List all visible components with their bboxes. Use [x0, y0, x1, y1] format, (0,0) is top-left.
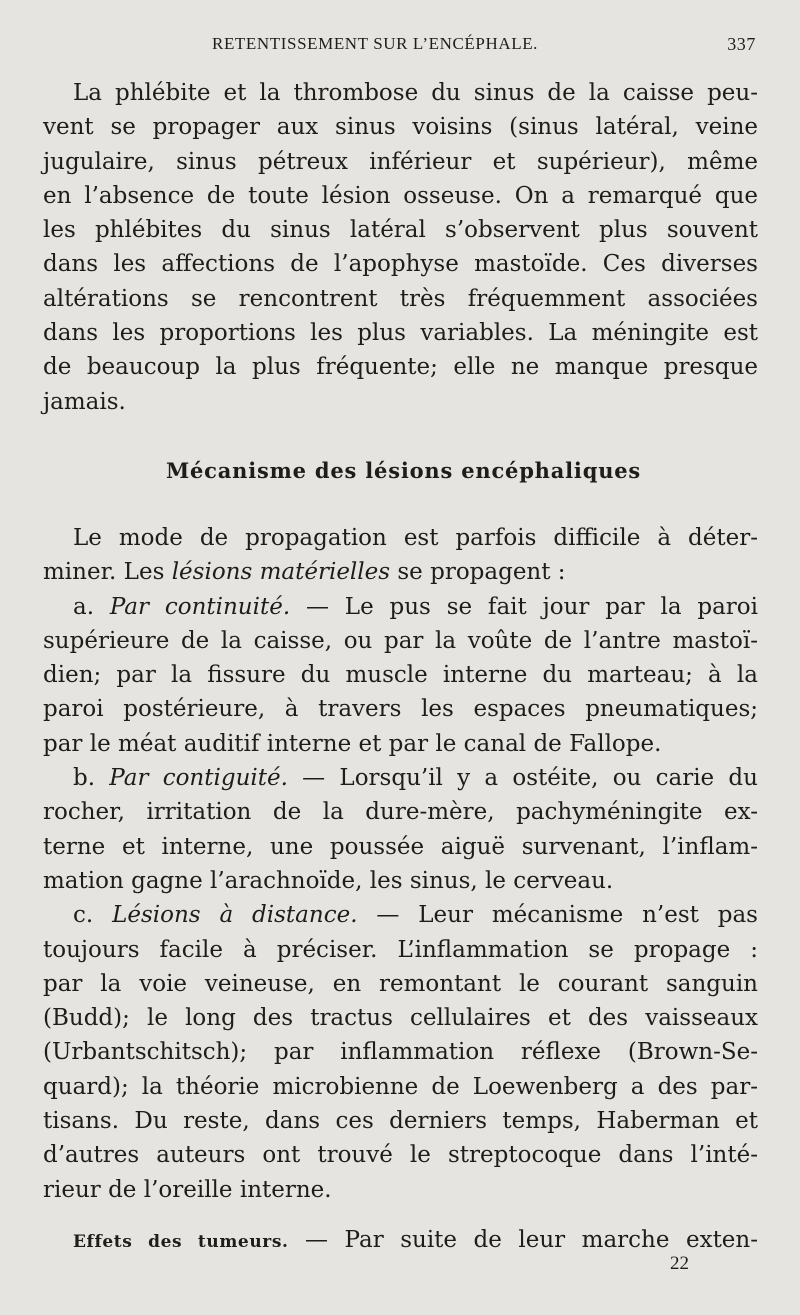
- text-line: terne et interne, une poussée aiguë survenant, l’inflam-: [43, 833, 758, 860]
- emphasis: lésions matérielles: [171, 559, 391, 586]
- text-line: par la voie veineuse, en remontant le courant sanguin: [43, 970, 758, 997]
- section-heading: Mécanisme des lésions encéphaliques: [165, 457, 642, 483]
- run-in-heading: Effets des tumeurs.: [73, 1231, 289, 1252]
- paragraph: [43, 761, 758, 898]
- text-line: en l’absence de toute lésion osseuse. On a remarqué que: [43, 182, 758, 209]
- paragraph: [43, 590, 758, 761]
- text-line: La phlébite et la thrombose du sinus de la caisse peu-: [73, 80, 758, 106]
- emphasis: Lésions à distance.: [112, 902, 358, 929]
- paragraph: [43, 898, 758, 1207]
- text-line: altérations se rencontrent très fréquemment associées: [43, 285, 758, 312]
- text-line: miner. Les lésions matérielles se propagent :: [43, 559, 566, 586]
- text-line: a. Par continuité. — Le pus se fait jour par la paroi: [73, 593, 758, 620]
- text-line: c. Lésions à distance. — Leur mécanisme n’est pas: [73, 902, 758, 929]
- page-body: [43, 76, 758, 1257]
- text-line: jamais.: [43, 388, 126, 415]
- text-line: les phlébites du sinus latéral s’observent plus souvent: [43, 217, 758, 244]
- text-line: par le méat auditif interne et par le canal de Fallope.: [43, 730, 662, 757]
- text-line: supérieure de la caisse, ou par la voûte de l’antre mastoï-: [43, 627, 758, 654]
- text-line: de beaucoup la plus fréquente; elle ne manque presque: [43, 354, 758, 381]
- text-line: vent se propager aux sinus voisins (sinus latéral, veine: [43, 114, 758, 141]
- text-line: (Budd); le long des tractus cellulaires et des vaisseaux: [43, 1005, 758, 1032]
- text-line: dans les affections de l’apophyse mastoïde. Ces diverses: [43, 251, 758, 278]
- paragraph: [43, 76, 758, 419]
- signature-mark: 22: [670, 1253, 689, 1274]
- text-line: mation gagne l’arachnoïde, les sinus, le cerveau.: [43, 867, 614, 894]
- text-line: rieur de l’oreille interne.: [43, 1176, 332, 1203]
- text-line: paroi postérieure, à travers les espaces pneumatiques;: [43, 696, 758, 723]
- text-line: Le mode de propagation est parfois difficile à déter-: [73, 524, 758, 551]
- text-line: dans les proportions les plus variables. La méningite est: [43, 320, 758, 347]
- running-title: RETENTISSEMENT SUR L’ENCÉPHALE.: [212, 34, 539, 53]
- text-line: d’autres auteurs ont trouvé le streptocoque dans l’inté-: [43, 1142, 758, 1169]
- text-line: b. Par contiguité. — Lorsqu’il y a ostéite, ou carie du: [73, 765, 758, 792]
- text-line: quard); la théorie microbienne de Loewenberg a des par-: [43, 1073, 758, 1100]
- text-line: jugulaire, sinus pétreux inférieur et supérieur), même: [43, 148, 758, 175]
- paragraph: [43, 521, 758, 590]
- text-line: Effets des tumeurs. — Par suite de leur marche exten-: [73, 1226, 759, 1253]
- text-line: toujours facile à préciser. L’inflammation se propage :: [43, 936, 758, 963]
- paragraph: [43, 1223, 758, 1257]
- paragraph-gap: [43, 1207, 758, 1223]
- text-line: dien; par la fissure du muscle interne du marteau; à la: [43, 662, 758, 689]
- emphasis: Par contiguité.: [109, 765, 288, 792]
- running-head: [212, 34, 756, 62]
- page-number: 337: [727, 34, 756, 54]
- emphasis: Par continuité.: [109, 593, 291, 620]
- text-line: rocher, irritation de la dure-mère, pachyméningite ex-: [43, 799, 758, 826]
- text-line: tisans. Du reste, dans ces derniers temps, Haberman et: [43, 1108, 758, 1135]
- text-line: (Urbantschitsch); par inflammation réflexe (Brown-Se-: [43, 1039, 758, 1066]
